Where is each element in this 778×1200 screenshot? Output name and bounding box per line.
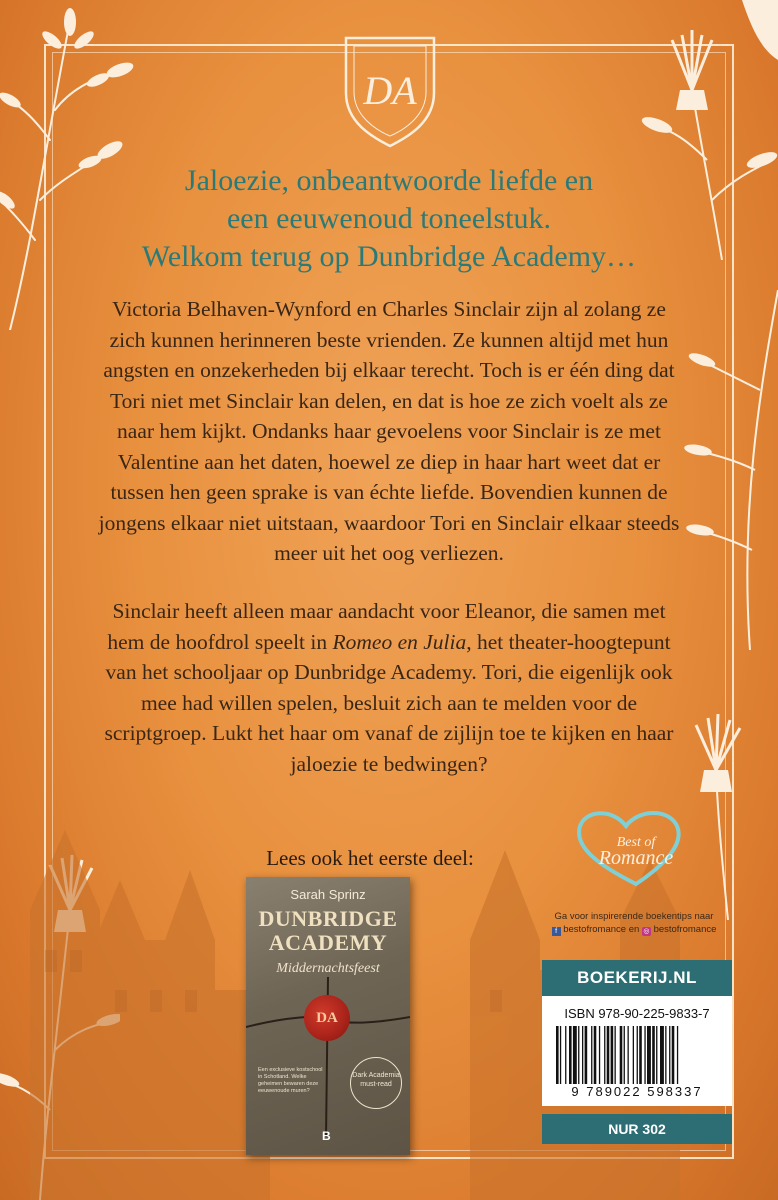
blurb-paragraph-2 [96, 596, 682, 779]
play-title: Romeo en Julia [332, 629, 467, 654]
read-also-label: Lees ook het eerste deel: [266, 846, 474, 870]
facebook-handle[interactable]: bestofromance [563, 924, 627, 935]
instagram-icon: ◎ [643, 928, 650, 935]
facebook-icon: f [552, 927, 561, 936]
publisher-website[interactable]: BOEKERIJ.NL [542, 960, 732, 996]
crest-monogram: DA [363, 68, 417, 113]
blurb-paragraph-1: Victoria Belhaven-Wynford en Charles Sinclair zijn al zolang ze zich kunnen herinneren beste vrienden. Ze kunnen altijd met hun angsten en onzekerheden bij elkaar terecht. Toch is er één ding dat Tori niet met Sinclair kan delen, en dat is hoe ze zich voelt als ze naar hem kijkt. Ondanks haar gevoelens voor Sinclair is ze met Valentine aan het daten, hoewel ze diep in haar hart weet dat er tussen hen geen sprake is van échte liefde. Bovendien kunnen de jongens elkaar niet uitstaan, waardoor Tori en Sinclair elkaar steeds meer uit het oog verliezen. [98, 297, 680, 565]
instagram-handle[interactable]: bestofromance [653, 924, 717, 935]
first-book-cover [246, 877, 410, 1155]
bor-tip [536, 910, 732, 936]
barcode-number: 9 789022 598337 [571, 1084, 703, 1099]
book-title [246, 907, 410, 955]
nur-code: NUR 302 [542, 1114, 732, 1144]
must-read-badge: Dark Academia must-read [350, 1057, 402, 1109]
barcode-panel [542, 996, 732, 1106]
bor-line-1: Best of [616, 835, 656, 850]
bor-tip-text: Ga voor inspirerende boekentips naar [554, 911, 714, 922]
book-title-line-1: DUNBRIDGE [258, 906, 398, 931]
paragraph-2-start: Sinclair heeft alleen maar aandacht voor Eleanor, die samen met hem de hoofdrol speelt in [107, 599, 666, 654]
bor-social [536, 923, 732, 936]
tagline-line-2: een eeuwenoud toneelstuk. [226, 202, 552, 235]
tagline [60, 162, 718, 276]
book-author: Sarah Sprinz [290, 887, 366, 902]
book-blurb: Een exclusieve kostschool in Schotland. Welke geheimen bewaren deze eeuwenoude muren? [258, 1067, 323, 1094]
academy-crest-icon [336, 28, 444, 148]
paragraph-2-end: , het theater-hoogtepunt van het schooljaar op Dunbridge Academy. Tori, die eigenlijk ook mee had willen spelen, besluit zich aan te melden voor de scriptgroep. Lukt het haar om vanaf de zijlijn toe te kijken en haar jaloezie te bedwingen? [104, 629, 674, 776]
barcode-icon [556, 1026, 718, 1084]
isbn-text: ISBN 978-90-225-9833-7 [564, 1006, 710, 1021]
book-title-line-2: ACADEMY [268, 930, 388, 955]
publisher-mark-icon: B [322, 1129, 331, 1143]
botanical-right-icon [680, 290, 778, 650]
bor-line-2: Romance [598, 847, 674, 869]
tagline-line-3: Welkom terug op Dunbridge Academy… [141, 240, 637, 273]
book-subtitle: Middernachtsfeest [276, 961, 380, 976]
and-text: en [628, 924, 640, 935]
tagline-line-1: Jaloezie, onbeantwoorde liefde en [184, 164, 594, 197]
best-of-romance-logo [566, 808, 706, 888]
wax-seal-icon: DA [304, 995, 350, 1041]
